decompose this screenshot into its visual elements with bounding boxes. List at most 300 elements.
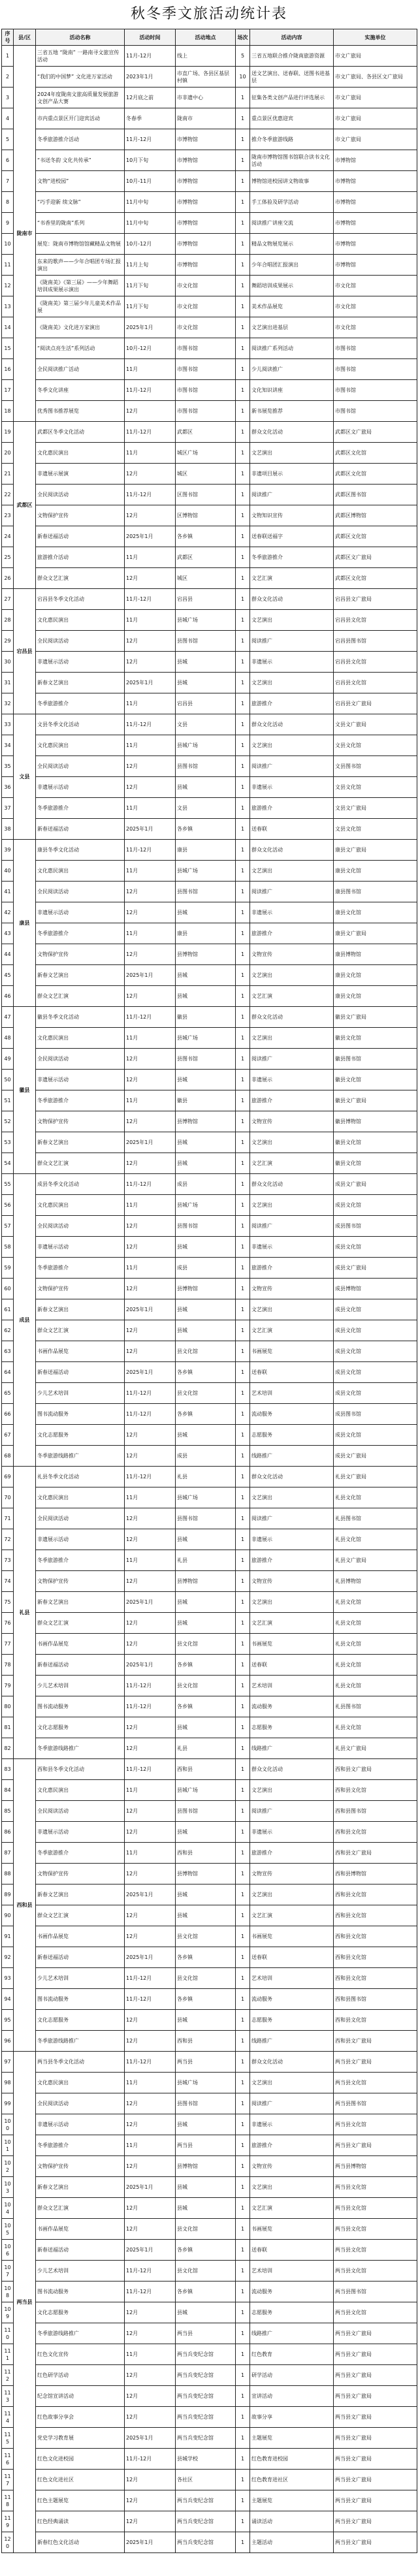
cell-count: 1 bbox=[236, 2511, 250, 2532]
cell-time: 2025年1月 bbox=[125, 1362, 176, 1383]
cell-place: 县城 bbox=[176, 1884, 236, 1905]
cell-name: 冬季旅游推介 bbox=[36, 1550, 125, 1571]
table-row bbox=[2, 1843, 417, 1864]
cell-place: 各乡镇 bbox=[176, 819, 236, 840]
cell-content: 流动服务 bbox=[250, 2282, 334, 2302]
cell-name: 三省五地 “陇南” 一路南寻文旅宣传活动 bbox=[36, 46, 125, 67]
cell-place: 市博物馆 bbox=[176, 192, 236, 213]
cell-unit: 西和县文广旅局 bbox=[334, 1843, 417, 1864]
cell-place: 市文化馆 bbox=[176, 317, 236, 338]
table-row bbox=[2, 1676, 417, 1696]
cell-name: 冬季旅游线路推广 bbox=[36, 1738, 125, 1759]
cell-unit: 徽县文化馆 bbox=[334, 1153, 417, 1174]
cell-name: 红色文化进校园 bbox=[36, 2449, 125, 2470]
cell-name: 群众文艺汇演 bbox=[36, 2198, 125, 2219]
cell-no: 4 bbox=[2, 108, 14, 129]
table-row bbox=[2, 1258, 417, 1279]
cell-time: 12月 bbox=[125, 2010, 176, 2031]
table-row bbox=[2, 2386, 417, 2407]
table-row bbox=[2, 2261, 417, 2282]
cell-no: 36 bbox=[2, 777, 14, 798]
cell-content: 文艺演出 bbox=[250, 610, 334, 631]
cell-no: 6 bbox=[2, 150, 14, 171]
cell-place: 市博物馆 bbox=[176, 171, 236, 192]
cell-no: 85 bbox=[2, 1801, 14, 1822]
table-row bbox=[2, 108, 417, 129]
cell-no: 45 bbox=[2, 965, 14, 986]
cell-place: 县城 bbox=[176, 1425, 236, 1446]
cell-unit: 市博物馆 bbox=[334, 192, 417, 213]
table-row bbox=[2, 652, 417, 673]
cell-count: 1 bbox=[236, 1905, 250, 1926]
cell-content: 书画展览 bbox=[250, 2219, 334, 2240]
cell-count: 1 bbox=[236, 2323, 250, 2344]
cell-content: 艺术培训 bbox=[250, 1676, 334, 1696]
cell-name: 文物保护宣传 bbox=[36, 1864, 125, 1884]
cell-name: 文化志愿服务 bbox=[36, 2302, 125, 2323]
cell-content: 群众文化活动 bbox=[250, 2052, 334, 2073]
cell-time: 11月上旬 bbox=[125, 255, 176, 276]
cell-place: 市博物馆 bbox=[176, 234, 236, 255]
cell-place: 康县 bbox=[176, 923, 236, 944]
cell-content: 少儿阅读推广 bbox=[250, 359, 334, 380]
table-row bbox=[2, 359, 417, 380]
cell-unit: 成县文化馆 bbox=[334, 1425, 417, 1446]
cell-unit: 宕昌县图书馆 bbox=[334, 631, 417, 652]
cell-unit: 成县文广旅局 bbox=[334, 1446, 417, 1467]
cell-name: 文化志愿服务 bbox=[36, 1717, 125, 1738]
cell-content: 艺术培训 bbox=[250, 2261, 334, 2282]
cell-count: 1 bbox=[236, 1028, 250, 1049]
cell-unit: 市文化馆 bbox=[334, 296, 417, 317]
cell-name: 文县冬季文化活动 bbox=[36, 714, 125, 735]
cell-place: 成县 bbox=[176, 1258, 236, 1279]
cell-unit: 市文广旅局 bbox=[334, 46, 417, 67]
cell-no: 90 bbox=[2, 1905, 14, 1926]
cell-place: 县城 bbox=[176, 2177, 236, 2198]
cell-place: 市文化馆 bbox=[176, 296, 236, 317]
table-row bbox=[2, 1508, 417, 1529]
cell-count: 1 bbox=[236, 2073, 250, 2093]
cell-time: 11月-12月 bbox=[125, 2052, 176, 2073]
cell-content: 非遗展示 bbox=[250, 652, 334, 673]
cell-place: 礼县 bbox=[176, 1738, 236, 1759]
cell-content: 非遗展示 bbox=[250, 1822, 334, 1843]
cell-content: 旅游推介 bbox=[250, 1258, 334, 1279]
cell-count: 1 bbox=[236, 1759, 250, 1780]
cell-name: 新春送福活动 bbox=[36, 526, 125, 547]
cell-content: 红色教育 bbox=[250, 2344, 334, 2365]
cell-unit: 武都区文化馆 bbox=[334, 526, 417, 547]
cell-count: 1 bbox=[236, 1926, 250, 1947]
cell-time: 2025年1月 bbox=[125, 1947, 176, 1968]
cell-content: 三省五地联合推介陇南旅游资源 bbox=[250, 46, 334, 67]
cell-place: 徽县 bbox=[176, 1090, 236, 1111]
cell-unit: 两当县文化馆 bbox=[334, 2219, 417, 2240]
cell-time: 11月中旬 bbox=[125, 213, 176, 234]
cell-place: 县图书馆 bbox=[176, 1216, 236, 1237]
table-row bbox=[2, 693, 417, 714]
cell-no: 2 bbox=[2, 67, 14, 87]
cell-count: 1 bbox=[236, 87, 250, 108]
cell-content: 非遗项目展示 bbox=[250, 464, 334, 485]
cell-unit: 文县图书馆 bbox=[334, 756, 417, 777]
cell-time: 12月 bbox=[125, 464, 176, 485]
cell-unit: 西和县文化馆 bbox=[334, 1884, 417, 1905]
cell-place: 县图书馆 bbox=[176, 882, 236, 902]
cell-time: 11月 bbox=[125, 547, 176, 568]
table-row bbox=[2, 1780, 417, 1801]
cell-count: 1 bbox=[236, 547, 250, 568]
cell-content: 美术作品展览 bbox=[250, 296, 334, 317]
cell-name: 全民阅读活动 bbox=[36, 1801, 125, 1822]
cell-no: 3 bbox=[2, 87, 14, 108]
cell-name: 党史学习教育展 bbox=[36, 2428, 125, 2449]
cell-no: 86 bbox=[2, 1822, 14, 1843]
cell-content: 文艺演出 bbox=[250, 1132, 334, 1153]
table-row bbox=[2, 547, 417, 568]
table-row bbox=[2, 2010, 417, 2031]
cell-place: 县城 bbox=[176, 1592, 236, 1613]
cell-count: 1 bbox=[236, 2365, 250, 2386]
cell-count: 1 bbox=[236, 276, 250, 296]
cell-content: 文艺演出 bbox=[250, 1884, 334, 1905]
cell-content: 线路推广 bbox=[250, 2323, 334, 2344]
cell-time: 11月-12月 bbox=[125, 1174, 176, 1195]
cell-name: 新春送福活动 bbox=[36, 1655, 125, 1676]
cell-count: 1 bbox=[236, 1090, 250, 1111]
header-count: 场次 bbox=[236, 29, 250, 46]
cell-content: 书画展览 bbox=[250, 1926, 334, 1947]
cell-content: 舞蹈培训成果展示 bbox=[250, 276, 334, 296]
cell-name: 新春文艺演出 bbox=[36, 1299, 125, 1320]
table-row bbox=[2, 1341, 417, 1362]
cell-area: 康县 bbox=[14, 840, 36, 1007]
cell-name: 非遗展示活动 bbox=[36, 1237, 125, 1258]
cell-no: 79 bbox=[2, 1676, 14, 1696]
cell-unit: 市文广旅局 bbox=[334, 108, 417, 129]
cell-area: 宕昌县 bbox=[14, 589, 36, 714]
cell-unit: 徽县图书馆 bbox=[334, 1049, 417, 1070]
table-row bbox=[2, 317, 417, 338]
cell-name: 文化惠民演出 bbox=[36, 1780, 125, 1801]
cell-no: 115 bbox=[2, 2428, 14, 2449]
cell-unit: 市文广旅局 bbox=[334, 87, 417, 108]
cell-place: 县城 bbox=[176, 1529, 236, 1550]
cell-no: 89 bbox=[2, 1884, 14, 1905]
cell-content: 文艺汇演 bbox=[250, 1320, 334, 1341]
table-row bbox=[2, 944, 417, 965]
cell-name: 图书流动服务 bbox=[36, 1989, 125, 2010]
table-row bbox=[2, 485, 417, 505]
cell-no: 51 bbox=[2, 1090, 14, 1111]
cell-no: 74 bbox=[2, 1571, 14, 1592]
cell-no: 109 bbox=[2, 2302, 14, 2323]
cell-count: 1 bbox=[236, 129, 250, 150]
cell-no: 75 bbox=[2, 1592, 14, 1613]
cell-count: 1 bbox=[236, 1111, 250, 1132]
cell-unit: 两当县文广旅局 bbox=[334, 2323, 417, 2344]
cell-content: 宣讲活动 bbox=[250, 2386, 334, 2407]
cell-no: 69 bbox=[2, 1467, 14, 1487]
cell-unit: 两当县文广旅局 bbox=[334, 2470, 417, 2490]
cell-content: 志愿服务 bbox=[250, 2010, 334, 2031]
cell-area: 两当县 bbox=[14, 2052, 36, 2553]
cell-time: 12月 bbox=[125, 2156, 176, 2177]
cell-unit: 徽县文化馆 bbox=[334, 1028, 417, 1049]
cell-count: 1 bbox=[236, 1801, 250, 1822]
cell-area: 陇南市 bbox=[14, 46, 36, 422]
table-row bbox=[2, 1592, 417, 1613]
cell-content: 阅读推广 bbox=[250, 631, 334, 652]
cell-area: 成县 bbox=[14, 1174, 36, 1467]
cell-no: 44 bbox=[2, 944, 14, 965]
cell-content: 送春联 bbox=[250, 819, 334, 840]
cell-no: 15 bbox=[2, 338, 14, 359]
cell-count: 1 bbox=[236, 673, 250, 693]
cell-content: 群众文化活动 bbox=[250, 422, 334, 443]
cell-count: 1 bbox=[236, 1216, 250, 1237]
cell-name: 新春文艺演出 bbox=[36, 2177, 125, 2198]
table-row bbox=[2, 234, 417, 255]
cell-content: 文艺汇演 bbox=[250, 986, 334, 1007]
cell-name: 文化惠民演出 bbox=[36, 1195, 125, 1216]
cell-name: 新春文艺演出 bbox=[36, 965, 125, 986]
cell-count: 1 bbox=[236, 1258, 250, 1279]
cell-place: 县城 bbox=[176, 1613, 236, 1634]
cell-name: 文物保护宣传 bbox=[36, 505, 125, 526]
cell-time: 12月 bbox=[125, 1279, 176, 1299]
table-row bbox=[2, 464, 417, 485]
cell-place: 各乡镇 bbox=[176, 1655, 236, 1676]
cell-place: 县城广场 bbox=[176, 1028, 236, 1049]
cell-name: 红色故事分享会 bbox=[36, 2407, 125, 2428]
cell-name: 全民阅读活动 bbox=[36, 2093, 125, 2114]
cell-content: 诵读活动 bbox=[250, 2511, 334, 2532]
cell-count: 1 bbox=[236, 443, 250, 464]
cell-unit: 西和县文化馆 bbox=[334, 1926, 417, 1947]
table-row bbox=[2, 2532, 417, 2553]
table-row bbox=[2, 1696, 417, 1717]
cell-content: 文物宣传 bbox=[250, 1571, 334, 1592]
cell-no: 19 bbox=[2, 422, 14, 443]
cell-place: 县图书馆 bbox=[176, 1801, 236, 1822]
cell-content: 主题活动 bbox=[250, 2532, 334, 2553]
cell-name: 群众文艺汇演 bbox=[36, 986, 125, 1007]
cell-content: 非遗展示 bbox=[250, 1070, 334, 1090]
cell-no: 112 bbox=[2, 2365, 14, 2386]
cell-no: 27 bbox=[2, 589, 14, 610]
cell-no: 13 bbox=[2, 296, 14, 317]
table-row bbox=[2, 965, 417, 986]
cell-place: 西和县 bbox=[176, 1843, 236, 1864]
cell-name: 冬季旅游推介 bbox=[36, 1258, 125, 1279]
table-row bbox=[2, 67, 417, 87]
cell-time: 12月 bbox=[125, 1738, 176, 1759]
cell-unit: 康县博物馆 bbox=[334, 944, 417, 965]
cell-place: 县城 bbox=[176, 1237, 236, 1258]
cell-count: 1 bbox=[236, 2156, 250, 2177]
cell-unit: 市博物馆 bbox=[334, 234, 417, 255]
cell-unit: 徽县文化馆 bbox=[334, 1070, 417, 1090]
cell-no: 98 bbox=[2, 2073, 14, 2093]
cell-unit: 文县文化馆 bbox=[334, 735, 417, 756]
table-row bbox=[2, 777, 417, 798]
cell-place: 县城广场 bbox=[176, 735, 236, 756]
cell-count: 1 bbox=[236, 1947, 250, 1968]
cell-time: 11月 bbox=[125, 1258, 176, 1279]
cell-unit: 康县文化馆 bbox=[334, 986, 417, 1007]
cell-count: 1 bbox=[236, 923, 250, 944]
cell-content: 群众文化活动 bbox=[250, 589, 334, 610]
header-no: 序号 bbox=[2, 29, 14, 46]
cell-count: 1 bbox=[236, 693, 250, 714]
cell-time: 12月 bbox=[125, 1717, 176, 1738]
cell-count: 5 bbox=[236, 46, 250, 67]
cell-content: 送文艺演出、送春联、送图书进基层 bbox=[250, 67, 334, 87]
cell-no: 30 bbox=[2, 652, 14, 673]
cell-unit: 礼县图书馆 bbox=[334, 1508, 417, 1529]
cell-name: 新春文艺演出 bbox=[36, 1592, 125, 1613]
table-row bbox=[2, 2198, 417, 2219]
cell-content: 文艺演出进基层 bbox=[250, 317, 334, 338]
cell-content: 群众文化活动 bbox=[250, 840, 334, 861]
cell-content: 文艺汇演 bbox=[250, 568, 334, 589]
cell-place: 两当兵变纪念馆 bbox=[176, 2511, 236, 2532]
table-row bbox=[2, 1446, 417, 1467]
cell-unit: 礼县博物馆 bbox=[334, 1571, 417, 1592]
table-row bbox=[2, 2282, 417, 2302]
cell-place: 两当县 bbox=[176, 2135, 236, 2156]
cell-no: 118 bbox=[2, 2490, 14, 2511]
cell-no: 58 bbox=[2, 1237, 14, 1258]
cell-count: 1 bbox=[236, 2344, 250, 2365]
cell-count: 1 bbox=[236, 965, 250, 986]
cell-content: 志愿服务 bbox=[250, 1425, 334, 1446]
cell-time: 11月 bbox=[125, 923, 176, 944]
cell-place: 县城 bbox=[176, 1153, 236, 1174]
cell-count: 1 bbox=[236, 1279, 250, 1299]
cell-unit: 武都区文化馆 bbox=[334, 568, 417, 589]
table-row bbox=[2, 255, 417, 276]
table-row bbox=[2, 568, 417, 589]
cell-unit: 西和县文化馆 bbox=[334, 1905, 417, 1926]
cell-content: 文艺演出 bbox=[250, 1028, 334, 1049]
cell-count: 1 bbox=[236, 1007, 250, 1028]
cell-unit: 徽县文化馆 bbox=[334, 1132, 417, 1153]
cell-place: 县博物馆 bbox=[176, 2156, 236, 2177]
cell-count: 1 bbox=[236, 2282, 250, 2302]
cell-no: 21 bbox=[2, 464, 14, 485]
cell-content: 红色教育进校园 bbox=[250, 2449, 334, 2470]
cell-unit: 宕昌县文广旅局 bbox=[334, 589, 417, 610]
table-row bbox=[2, 1320, 417, 1341]
cell-content: 非遗展示 bbox=[250, 1237, 334, 1258]
cell-name: 新春送福活动 bbox=[36, 1947, 125, 1968]
cell-content: 文艺演出 bbox=[250, 1195, 334, 1216]
cell-unit: 礼县文化馆 bbox=[334, 1676, 417, 1696]
cell-place: 县城 bbox=[176, 1320, 236, 1341]
cell-time: 11月-12月 bbox=[125, 1696, 176, 1717]
cell-no: 48 bbox=[2, 1028, 14, 1049]
cell-place: 市博物馆 bbox=[176, 255, 236, 276]
cell-name: 康县冬季文化活动 bbox=[36, 840, 125, 861]
cell-count: 1 bbox=[236, 2302, 250, 2323]
cell-unit: 两当县文化馆 bbox=[334, 2302, 417, 2323]
cell-time: 2025年1月 bbox=[125, 1592, 176, 1613]
cell-time: 12月 bbox=[125, 902, 176, 923]
cell-count: 1 bbox=[236, 1843, 250, 1864]
table-row bbox=[2, 2323, 417, 2344]
table-row bbox=[2, 338, 417, 359]
cell-no: 67 bbox=[2, 1425, 14, 1446]
cell-no: 22 bbox=[2, 485, 14, 505]
cell-name: 非遗展示活动 bbox=[36, 1822, 125, 1843]
cell-time: 11月 bbox=[125, 443, 176, 464]
cell-time: 10月-12月 bbox=[125, 234, 176, 255]
cell-unit: 礼县文化馆 bbox=[334, 1634, 417, 1655]
cell-count: 1 bbox=[236, 882, 250, 902]
cell-no: 31 bbox=[2, 673, 14, 693]
cell-no: 42 bbox=[2, 902, 14, 923]
table-body bbox=[2, 46, 417, 2553]
cell-count: 1 bbox=[236, 631, 250, 652]
cell-count: 1 bbox=[236, 2449, 250, 2470]
cell-name: 群众文艺汇演 bbox=[36, 1613, 125, 1634]
cell-no: 24 bbox=[2, 526, 14, 547]
table-header-row bbox=[2, 29, 417, 46]
cell-name: 少儿艺术培训 bbox=[36, 1676, 125, 1696]
cell-count: 1 bbox=[236, 1299, 250, 1320]
cell-place: 各乡镇 bbox=[176, 526, 236, 547]
table-row bbox=[2, 2135, 417, 2156]
cell-no: 82 bbox=[2, 1738, 14, 1759]
table-row bbox=[2, 798, 417, 819]
cell-time: 12月 bbox=[125, 2490, 176, 2511]
cell-place: 县城学校 bbox=[176, 2449, 236, 2470]
cell-time: 12月底之前 bbox=[125, 87, 176, 108]
cell-count: 1 bbox=[236, 610, 250, 631]
table-row bbox=[2, 1153, 417, 1174]
cell-content: 艺术培训 bbox=[250, 1968, 334, 1989]
cell-no: 52 bbox=[2, 1111, 14, 1132]
header-name: 活动名称 bbox=[36, 29, 125, 46]
cell-name: 两当县冬季文化活动 bbox=[36, 2052, 125, 2073]
cell-count: 1 bbox=[236, 986, 250, 1007]
table-row bbox=[2, 840, 417, 861]
table-row bbox=[2, 756, 417, 777]
table-row bbox=[2, 1738, 417, 1759]
cell-place: 各乡镇 bbox=[176, 1696, 236, 1717]
cell-no: 77 bbox=[2, 1634, 14, 1655]
cell-count: 1 bbox=[236, 1237, 250, 1258]
cell-time: 12月 bbox=[125, 1613, 176, 1634]
cell-content: 文艺演出 bbox=[250, 673, 334, 693]
cell-count: 1 bbox=[236, 485, 250, 505]
cell-name: 文化志愿服务 bbox=[36, 2010, 125, 2031]
cell-count: 1 bbox=[236, 1738, 250, 1759]
cell-place: 县城 bbox=[176, 673, 236, 693]
cell-area: 武都区 bbox=[14, 422, 36, 589]
cell-count: 1 bbox=[236, 1341, 250, 1362]
cell-place: 市图书馆 bbox=[176, 338, 236, 359]
table-row bbox=[2, 1947, 417, 1968]
cell-name: 非遗展示活动 bbox=[36, 2114, 125, 2135]
cell-name: 《陇南美》《第三届》——少年舞蹈培训成果展示演出 bbox=[36, 276, 125, 296]
cell-time: 12月 bbox=[125, 2365, 176, 2386]
cell-place: 市博物馆 bbox=[176, 150, 236, 171]
cell-count: 1 bbox=[236, 2261, 250, 2282]
